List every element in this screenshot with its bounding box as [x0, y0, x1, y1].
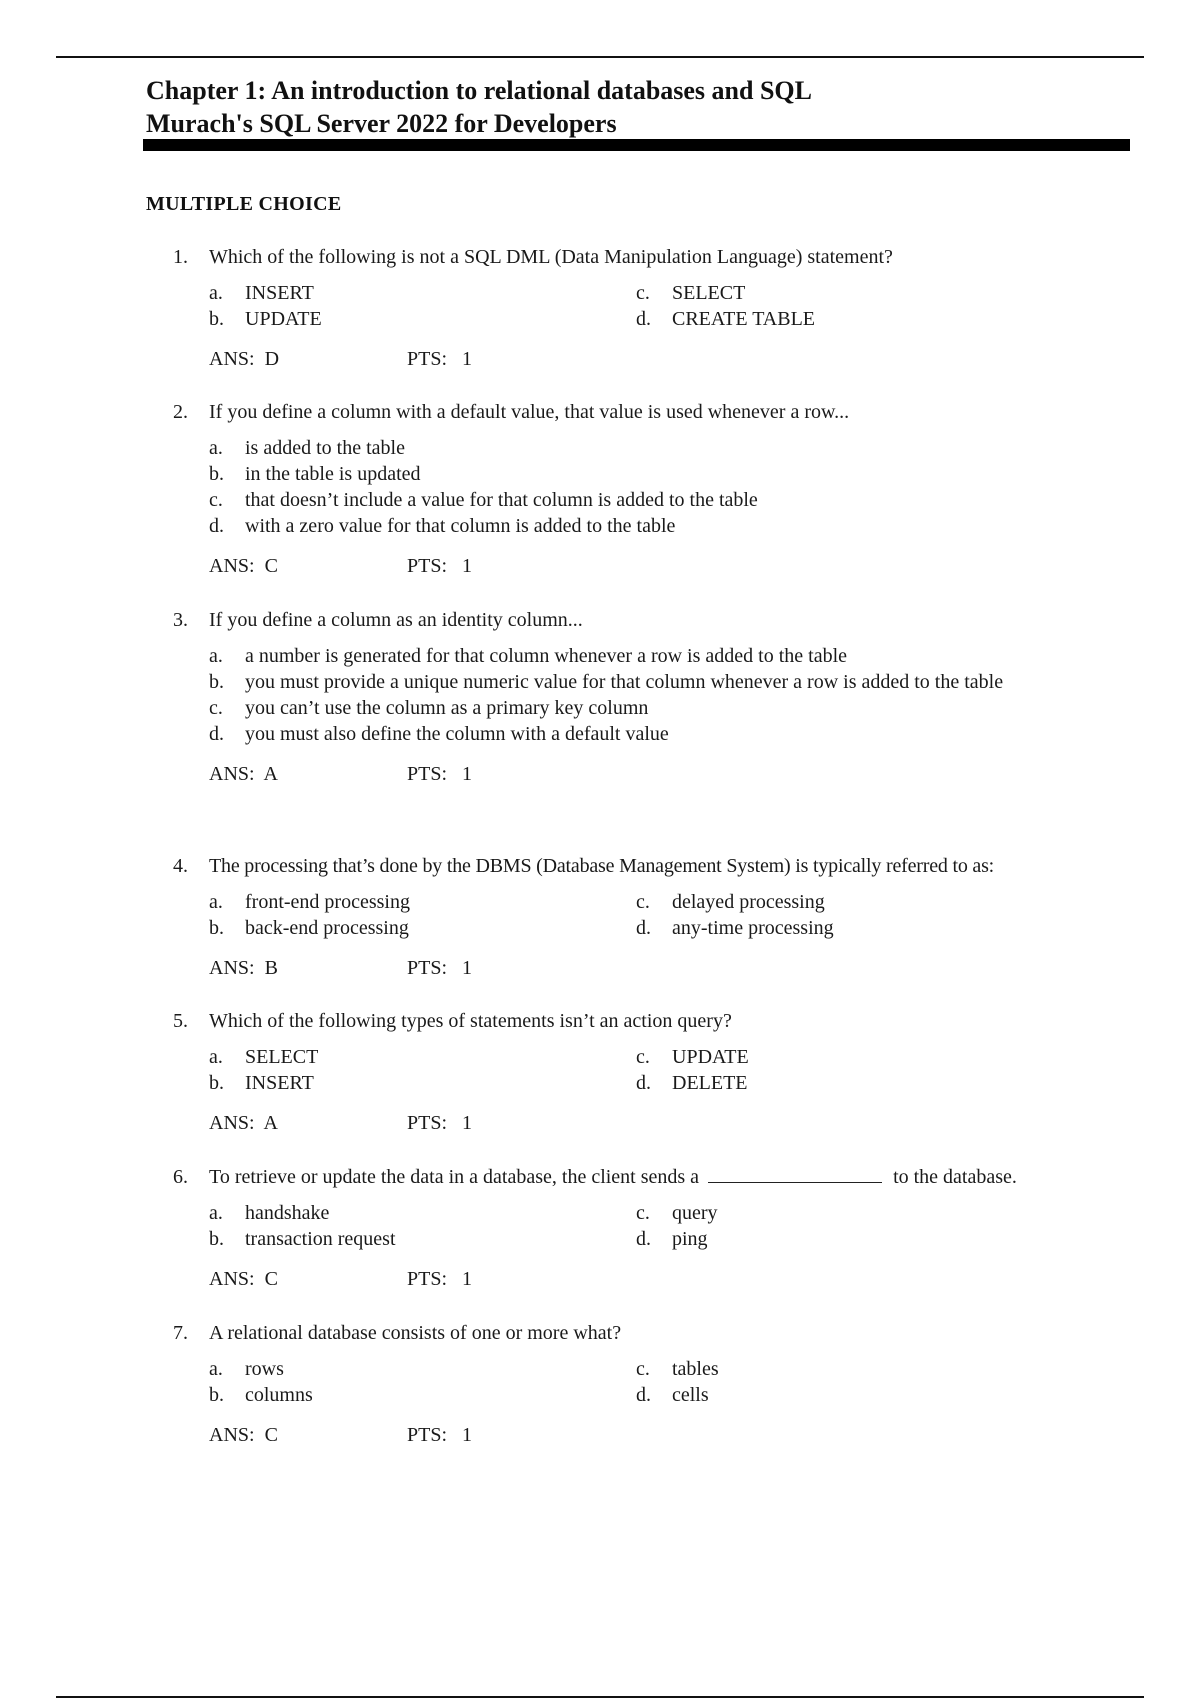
option-b: b. transaction request: [209, 1228, 396, 1250]
option-b: b. UPDATE: [209, 308, 322, 330]
question-text: If you define a column as an identity column...: [209, 609, 583, 631]
answer-row: [209, 553, 1113, 579]
question-7: [173, 1320, 1113, 1448]
option-a: a. front-end processing: [209, 891, 410, 913]
points: PTS: 1: [407, 1268, 473, 1290]
question-number: 4.: [173, 855, 188, 877]
answer-row: [209, 955, 1133, 981]
options: [209, 280, 1113, 332]
points: PTS: 1: [407, 957, 473, 979]
answer: ANS: B: [209, 957, 278, 979]
question-number: 5.: [173, 1010, 188, 1032]
question-4: [173, 853, 1133, 981]
option-b: b. INSERT: [209, 1072, 314, 1094]
header-divider: [143, 139, 1130, 151]
page-header: [146, 74, 1131, 140]
question-text: Which of the following types of statements isn’t an action query?: [209, 1010, 732, 1032]
question-number: 1.: [173, 246, 188, 268]
section-title: MULTIPLE CHOICE: [146, 193, 342, 215]
answer: ANS: C: [209, 1424, 278, 1446]
answer-row: [209, 346, 1113, 372]
answer: ANS: C: [209, 555, 278, 577]
options: [209, 1356, 1113, 1408]
answer: ANS: C: [209, 1268, 278, 1290]
option-a: a. INSERT: [209, 282, 314, 304]
points: PTS: 1: [407, 555, 473, 577]
points: PTS: 1: [407, 763, 473, 785]
option-c: c. you can’t use the column as a primary key column: [209, 697, 649, 719]
question-text: Which of the following is not a SQL DML (Data Manipulation Language) statement?: [209, 246, 893, 268]
option-c: c. query: [636, 1202, 718, 1224]
option-d: d. you must also define the column with a default value: [209, 723, 669, 745]
question-number: 6.: [173, 1166, 188, 1188]
answer-row: [209, 1110, 1113, 1136]
question-number: 3.: [173, 609, 188, 631]
question-text: If you define a column with a default value, that value is used whenever a row...: [209, 401, 850, 423]
option-a: a. a number is generated for that column whenever a row is added to the table: [209, 645, 848, 667]
points: PTS: 1: [407, 348, 473, 370]
answer-row: [209, 761, 1113, 787]
option-b: b. back-end processing: [209, 917, 409, 939]
option-b: b. in the table is updated: [209, 463, 421, 485]
option-c: c. that doesn’t include a value for that column is added to the table: [209, 489, 758, 511]
answer: ANS: A: [209, 1112, 278, 1134]
option-a: a. rows: [209, 1358, 284, 1380]
options: [209, 643, 1113, 747]
options: [209, 889, 1133, 941]
chapter-title: Chapter 1: An introduction to relational databases and SQL: [146, 76, 812, 105]
question-1: [173, 244, 1113, 372]
answer-row: [209, 1266, 1113, 1292]
question-6: [173, 1164, 1113, 1292]
question-number: 2.: [173, 401, 188, 423]
points: PTS: 1: [407, 1112, 473, 1134]
option-b: b. you must provide a unique numeric value for that column whenever a row is added to the table: [209, 671, 1004, 693]
option-d: d. CREATE TABLE: [636, 308, 816, 330]
question-text: A relational database consists of one or more what?: [209, 1322, 622, 1344]
question-5: [173, 1008, 1113, 1136]
option-a: a. handshake: [209, 1202, 330, 1224]
bottom-rule: [56, 1696, 1144, 1698]
question-3: [173, 607, 1113, 787]
option-b: b. columns: [209, 1384, 313, 1406]
options: [209, 1200, 1113, 1252]
top-rule: [56, 56, 1144, 58]
fill-in-blank: [708, 1164, 882, 1183]
option-c: c. tables: [636, 1358, 719, 1380]
option-a: a. is added to the table: [209, 437, 405, 459]
option-d: d. DELETE: [636, 1072, 748, 1094]
option-a: a. SELECT: [209, 1046, 319, 1068]
option-d: d. cells: [636, 1384, 709, 1406]
answer: ANS: D: [209, 348, 280, 370]
book-title: Murach's SQL Server 2022 for Developers: [146, 109, 617, 138]
options: [209, 1044, 1113, 1096]
options: [209, 435, 1113, 539]
question-2: [173, 399, 1113, 579]
question-text-after: to the database.: [893, 1166, 1017, 1188]
points: PTS: 1: [407, 1424, 473, 1446]
question-number: 7.: [173, 1322, 188, 1344]
option-c: c. UPDATE: [636, 1046, 749, 1068]
answer: ANS: A: [209, 763, 278, 785]
question-text: The processing that’s done by the DBMS (Database Management System) is typically referred to as:: [209, 855, 995, 877]
option-c: c. delayed processing: [636, 891, 825, 913]
option-c: c. SELECT: [636, 282, 746, 304]
answer-row: [209, 1422, 1113, 1448]
option-d: d. any-time processing: [636, 917, 834, 939]
option-d: d. ping: [636, 1228, 708, 1250]
option-d: d. with a zero value for that column is added to the table: [209, 515, 676, 537]
question-text-before: To retrieve or update the data in a database, the client sends a: [209, 1166, 700, 1188]
